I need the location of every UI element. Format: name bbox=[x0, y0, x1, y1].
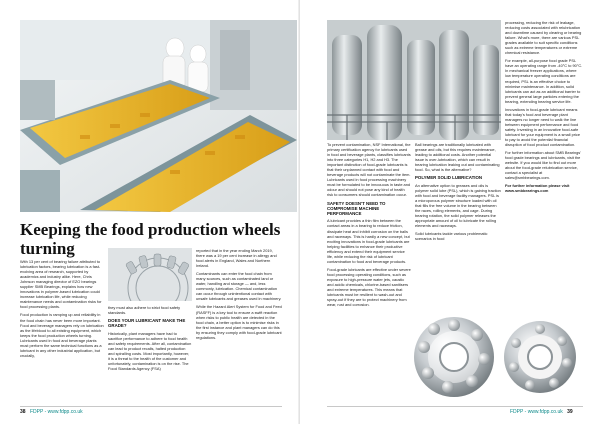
section-heading: DOES YOUR LUBRICANT MAKE THE GRADE? bbox=[108, 318, 186, 329]
body-paragraph: While the Hazard Alert System for Food and Feed (RASFF) is a key tool to ensure a swift reaction when risks to public health are detected in the food chain, a better option is to minimise risks in the first instance and plant managers can do this by ensuring they comply with food-grade lubricant regulations. bbox=[196, 304, 282, 340]
roller-bearing-photo bbox=[108, 248, 192, 301]
left-footer bbox=[20, 409, 83, 415]
right-column-one bbox=[327, 142, 411, 406]
body-paragraph: To prevent contamination, NSF International, the primary certification agency for lubricants used in food and beverage plants, classifies lubricants into three categories H1, H2 and H3. The important distinction of food-grade lubricants is that their unplanned contact with food and beverage products will not contaminate the item. Lubricants used in food processing machinery must be formulated to be innocuous in taste and odour and should not pose any kind of health risk to consumers should contamination occur. bbox=[327, 142, 411, 198]
body-paragraph: Ball bearings are traditionally lubricated with grease and oils, but this requires maintenance, leading to additional costs. Another potential issue is over-lubrication, which can result in bearing lubrication leaking out and contaminating food. So, what is the alternative? bbox=[415, 142, 500, 173]
footer-prefix: FDPP - bbox=[510, 409, 527, 415]
body-paragraph: Contaminants can enter the food chain from many sources, such as contaminated land or water, handling and storage — and, less commonly, lubrication. Chemical contamination can occur through unintentional contact with unsafe lubricants and greases used in machinery. bbox=[196, 271, 282, 302]
tanks-photo bbox=[327, 20, 501, 140]
body-paragraph: For example, all-purpose food grade PSL have an operating range from -40°C to 90°C. In mechanical freezer applications, where low temperature operating conditions are required, PSL is an effective choice to minimise maintenance. In addition, solid lubricants can act as an additional barrier to prevent general large particles entering the bearing, extending bearing service life. bbox=[505, 58, 583, 104]
footer-link[interactable]: www.fdpp.co.uk bbox=[47, 409, 83, 415]
column-two bbox=[108, 305, 192, 405]
section-heading: POLYMER SOLID LUBRICATION bbox=[415, 175, 483, 181]
right-page bbox=[300, 0, 600, 424]
footer-rule bbox=[20, 406, 282, 407]
ball-bearings-photo bbox=[412, 285, 582, 405]
body-paragraph: Historically, plant managers have had to sacrifice performance to adhere to food health and safety requirements. After all, contamination can lead to product recalls, halted production and spiralling costs. Most importantly, however, it is a threat to the health of the customer and unfortunately, contamination is on the rise. The Food Standards Agency (FSA) bbox=[108, 330, 192, 372]
page-number: 38 bbox=[20, 409, 26, 415]
right-column-two bbox=[415, 142, 501, 282]
intro-column bbox=[20, 259, 104, 405]
article-title: Keeping the food production wheels turning bbox=[20, 220, 281, 258]
body-paragraph: An alternative option to greases and oils is polymer solid lube (PSL), which is gaining traction with food and beverage facility managers. PSL is a microporous polymer structure loaded with oil that fills the free volume in the bearing between the races, rolling elements, and cage. During bearing rotation, the solid polymer releases the appropriate amount of oil to lubricate the rolling elements and raceways. bbox=[415, 182, 501, 228]
body-paragraph: reported that in the year ending March 2019, there was a 19 per cent increase in allergy and food alerts in England, Wales and Northern Ireland. bbox=[196, 248, 277, 269]
body-paragraph: For further information about SMB Bearings' food grade bearings and lubricants, visit the website. If you would like to find out more about the food-grade relubrication service, contact a specialist at sales@smbbearings.com. bbox=[505, 150, 581, 181]
right-column-three bbox=[505, 20, 583, 300]
bearings-illustration bbox=[412, 285, 582, 405]
page-number: 39 bbox=[567, 409, 573, 415]
hero-photo-food-line bbox=[20, 20, 297, 212]
section-heading: SAFETY DOESN'T NEED TO COMPROMISE MACHINE PERFORMANCE bbox=[327, 200, 386, 217]
body-paragraph: Food-grade lubricants are effective under severe food processing operating conditions, such as exposure to high-pressure water jets, caustic and acidic chemicals, chlorine-based sanitisers and extreme temperatures. This means that lubricants must be resilient to wash-out and spray-out if they are to protect machinery from wear, rust and corrosion. bbox=[327, 266, 411, 308]
column-three bbox=[196, 248, 282, 406]
contact-paragraph[interactable]: For further information please visit www.smbbearings.com bbox=[505, 183, 570, 194]
brewery-tanks-illustration bbox=[327, 20, 501, 140]
body-paragraph: Solid lubricants tackle various problematic scenarios in food bbox=[415, 231, 488, 242]
body-paragraph: Food production is ramping up and reliability in the food chain has never been more important. Food and beverage managers rely on lubrication as the lifeblood to all existing equipment, which keeps the food production wheels turning. Lubricants used in food and beverage plants must perform the same technical functions as a lubricant in any other industrial application, but crucially, bbox=[20, 312, 104, 358]
body-paragraph: Innovations in food-grade lubricant means that today's food and beverage plant managers no longer need to walk the line between equipment performance and food safety. Investing in an innovative food-safe lubricant for your equipment is a small price to pay to avoid the potential financial disruption of food product contamination. bbox=[505, 106, 581, 148]
right-footer bbox=[510, 409, 576, 415]
body-paragraph: they must also adhere to strict food safety standards. bbox=[108, 305, 181, 316]
body-paragraph: processing, reducing the risk of leakage, reducing costs associated with relubrication and downtime caused by clearing or bearing failure. What's more, there are various PSL grades available to suit specific conditions such as extreme temperatures or extreme chemical resistance. bbox=[505, 20, 582, 56]
intro-paragraph: With 13 per cent of bearing failure attributed to lubrication factors, bearing lubrication is a fast-evolving area of research, supported by academics and industry alike. Here, Chris Johnson managing director of EZO bearings supplier SMB Bearings, explains how new innovations in polymer-based lubrication could increase lubrication life, while reducing maintenance needs and contamination risks for food processing plants. bbox=[20, 259, 102, 310]
footer-link[interactable]: www.fdpp.co.uk bbox=[527, 409, 563, 415]
footer-rule bbox=[327, 406, 583, 407]
footer-prefix: FDPP - bbox=[29, 409, 47, 415]
conveyor-illustration bbox=[20, 20, 297, 212]
body-paragraph: A lubricant provides a thin film between the contact areas in a bearing to reduce friction, dissipate heat and inhibit corrosion on the balls and raceways. This is hardly a new concept, but exciting innovations in food-grade lubricants are helping facilities to enhance their productive efficiency and extend their equipment service life, while reducing the risk of lubricant contamination to food and beverage products. bbox=[327, 218, 410, 264]
